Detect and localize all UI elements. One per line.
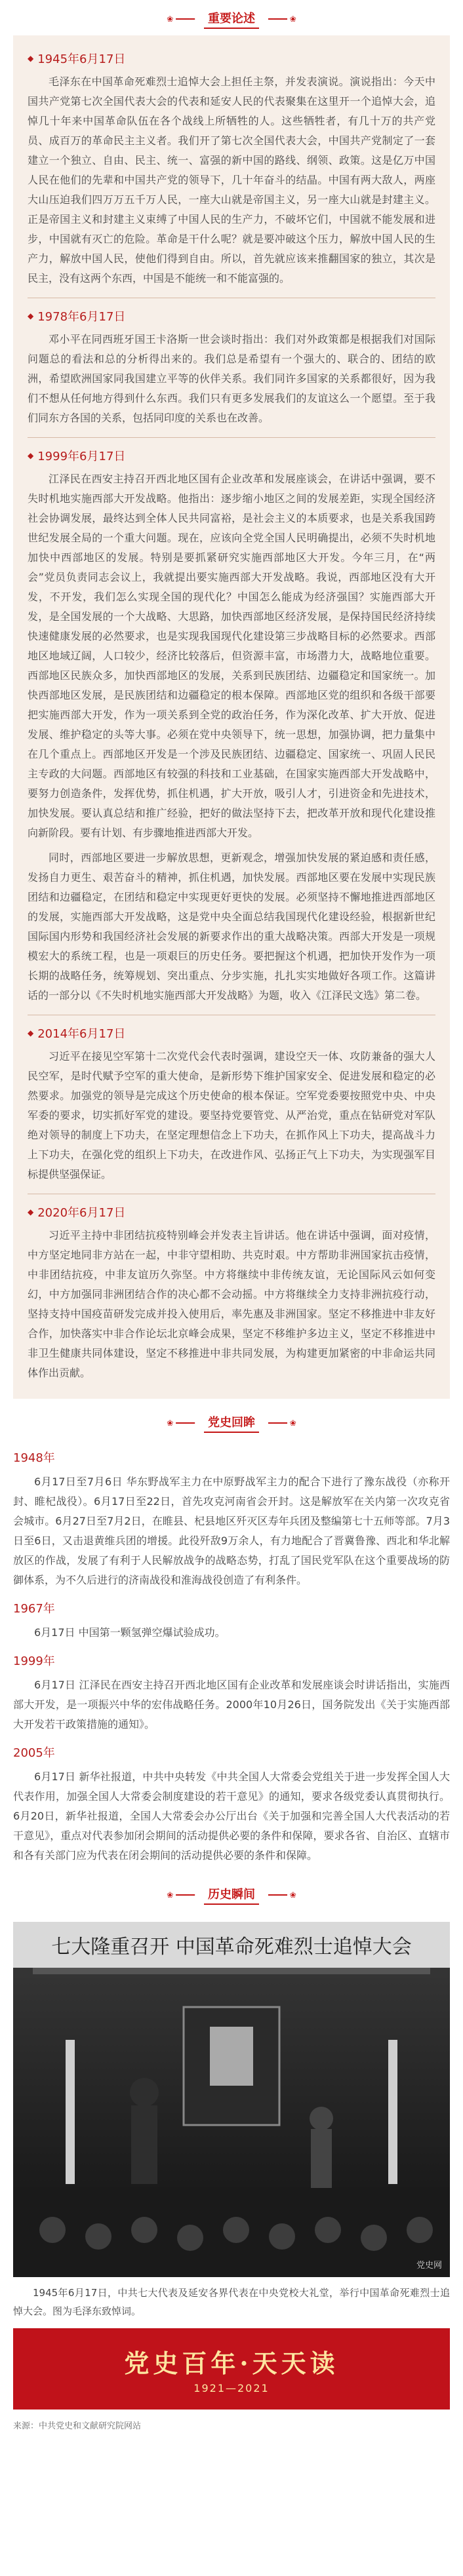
source-note: 来源：中共党史和文献研究院网站 [13,2421,142,2431]
section-header-history-review [0,1399,463,1439]
decor-right-icon: ━━━━ ❀ [268,1890,296,1900]
diamond-icon: ◆ [28,311,34,321]
decor-right-icon: ━━━━ ❀ [268,14,296,24]
decor-left-icon: ❀ ━━━━ [167,1890,195,1900]
work-paragraph: 邓小平在同西班牙国王卡洛斯一世会谈时指出：我们对外政策都是根据我们对国际问题总的看法和总的分析得出来的。我们总是希望有一个强大的、联合的、团结的欧洲，希望欧洲国家同我国建立平等的伙伴关系。我们同许多国家的关系都很好，因为我们不想从任何地方得到什么东西。我们只有更多发展我们的友谊这么一个愿望。至于我们同东方各国的关系，包括同印度的关系也在改善。 [28,333,435,424]
work-date: 2020年6月17日 [37,1206,126,1220]
work-paragraph: 同时，西部地区要进一步解放思想，更新观念，增强加快发展的紧迫感和责任感，发扬自力更生、艰苦奋斗的精神，抓住机遇，加快发展。西部地区要在发展中实现民族团结和边疆稳定，在团结和稳定中实现更好更快的发展。必须坚持不懈地推进西部地区的发展，实施西部大开发战略，这是党中央全面总结我国现代化建设经验，根据新世纪国际国内形势和我国经济社会发展的新要求作出的重大战略决策。西部大开发是一项规模宏大的系统工程，也是一项艰巨的历史任务。要把握这个机遇，把加快开发作为一项长期的战略任务，统筹规划、突出重点、分步实施，扎扎实实地做好各项工作。这篇讲话的一部分以《不失时机地实施西部大开发战略》为题，收入《江泽民文选》第二卷。 [28,851,435,1002]
work-paragraph: 习近平在接见空军第十二次党代会代表时强调，建设空天一体、攻防兼备的强大人民空军，是时代赋予空军的重大使命，是新形势下维护国家安全、促进发展和稳定的必然要求。加强党的领导是完成这个历史使命的根本保证。空军党委要按照党中央、中央军委的要求，切实抓好军党的建设。要坚持党要管党、从严治党，重点在钻研党对军队绝对领导的制度上下功夫，在坚定理想信念上下功夫，在抓作风上下功夫，提高战斗力上下功夫，在强化党的组织上下功夫，在改进作风、弘扬正气上下功夫，为实现强军目标提供坚强保证。 [28,1050,435,1181]
work-paragraph: 习近平主持中非团结抗疫特别峰会并发表主旨讲话。他在讲话中强调，面对疫情，中方坚定地同非方站在一起，中非守望相助、共克时艰。中方帮助非洲国家抗击疫情，中非团结抗疫，中非友谊历久弥坚。中方将继续中非传统友谊，无论国际风云如何变幻，中方加强同非洲团结合作的决心都不会动摇。中方将继续全力支持非洲抗疫行动，坚持支持中国疫苗研发完成并投入使用后，率先惠及非洲国家。坚定不移推进中非友好合作，加快落实中非合作论坛北京峰会成果，坚定不移维护多边主义，坚定不移推进中非卫生健康共同体建设，坚定不移推进中非共同发展，为构建更加紧密的中非命运共同体作出贡献。 [28,1229,435,1379]
works-panel [13,35,450,1399]
photo-illustration [13,1922,450,2277]
diamond-icon: ◆ [28,54,34,63]
work-date: 1978年6月17日 [37,310,126,324]
event-text: 6月17日 新华社报道，中共中央转发《中共全国人大常委会党组关于进一步发挥全国人大代表作用，加强全国人大常委会制度建设的若干意见》的通知，要求各级党委认真贯彻执行。6月20日，新华社报道，全国人大常委会办公厅出台《关于加强和完善全国人大代表活动的若干意见》，重点对代表参加闭会期间的活动提供必要的条件和保障，要求各省、自治区、直辖市和各有关部门应为代表在闭会期间的活动提供必要的条件和保障。 [13,1770,450,1862]
event-year: 1948年 [13,1451,55,1465]
section-title: 历史瞬间 [204,1885,259,1905]
diamond-icon: ◆ [28,1028,34,1038]
decor-left-icon: ❀ ━━━━ [167,1418,195,1428]
work-date-header [28,447,435,464]
decor-right-icon: ━━━━ ❀ [268,1418,296,1428]
work-date: 1999年6月17日 [37,450,126,463]
work-date: 2014年6月17日 [37,1027,126,1041]
event-year: 2005年 [13,1746,55,1760]
work-date-header [28,1203,435,1220]
historical-photo [13,1922,450,2277]
section-header-history-moment [0,1871,463,1911]
footer-banner-years: 1921—2021 [193,2382,270,2394]
diamond-icon: ◆ [28,1207,34,1217]
event-year: 1967年 [13,1602,55,1616]
photo-banner-text: 七大隆重召开 中国革命死难烈士追悼大会 [51,1936,412,1959]
work-date-header [28,1025,435,1042]
work-paragraph: 江泽民在西安主持召开西北地区国有企业改革和发展座谈会，在讲话中强调，要不失时机地实施西部大开发战略。他指出：逐步缩小地区之间的发展差距，实现全国经济社会协调发展，最终达到全体人民共同富裕，是社会主义的本质要求，也是关系我国跨世纪发展全局的一个重大问题。现在，应该向全党全国人民明确提出，必须不失时机地加快中西部地区的发展。特别是要抓紧研究实施西部地区大开发。今年三月，在“两会”党员负责同志会议上，我就提出要实施西部大开发战略。我说，西部地区没有大开发，不开发，我们怎么实现全国的现代化？中国怎么能成为经济强国？实施西部大开发，是全国发展的一个大战略、大思路，加快西部地区经济发展，是保持国民经济持续快速健康发展的必然要求，也是实现我国现代化建设第三步战略目标的必然要求。西部地区地域辽阔，人口较少，经济比较落后，但资源丰富，市场潜力大，战略地位重要。西部地区民族众多，加快西部地区的发展，关系到民族团结、边疆稳定和国家统一。加快西部地区发展，是民族团结和边疆稳定的根本保障。西部地区党的组织和各级干部要把实施西部大开发，作为一项关系到全党的政治任务，作为深化改革、扩大开放、促进发展、维护稳定的头等大事。必须在党中央领导下，统一思想，加强协调，把力量集中在几个重点上。西部地区开发是一个涉及民族团结、边疆稳定、国家统一、巩固人民民主专政的大问题。西部地区有较强的科技和工业基础，在国家实施西部大开发战略中，要努力创造条件，发挥优势，抓住机遇，扩大开放，吸引人才，引进资金和先进技术，加快发展。要认真总结和推广经验，把好的做法坚持下去，把改革开放和现代化建设推向新阶段。要有计划、有步骤地推进西部大开发。 [28,473,435,839]
footer-banner [13,2328,450,2410]
work-date-header [28,50,435,67]
events-panel [13,1449,450,1865]
work-date-header [28,307,435,324]
section-title: 党史回眸 [204,1413,259,1433]
event-year: 1999年 [13,1654,55,1668]
section-title: 重要论述 [204,9,259,29]
work-paragraph: 毛泽东在中国革命死难烈士追悼大会上担任主祭，并发表演说。演说指出：今天中国共产党第七次全国代表大会的代表和延安人民的代表聚集在这里开一个追悼大会，追悼几十年来中国革命队伍在各个战线上所牺牲的人。这些牺牲者，有几十万的共产党员、成百万的革命民主主义者。我们开了第七次全国代表大会，中国共产党制定了一套建立一个独立、自由、民主、统一、富强的新中国的路线、纲领、政策。这是亿万中国人民在他们的先辈和中国共产党的领导下，几十年奋斗的结晶。中国有两大敌人，两座大山压迫我们四万万五千万人民，一座大山就是帝国主义，另一座大山就是封建主义。正是帝国主义和封建主义束缚了中国人民的生产力，不破坏它们，中国就不能发展和进步，中国就有灭亡的危险。革命是干什么呢？就是要冲破这个压力，解放中国人民的生产力，解放中国人民，使他们得到自由。所以，首先就应该来推翻国家的独立，其次是民主，没有这两个东西，中国是不能统一和不能富强的。 [28,75,435,284]
event-text: 6月17日 中国第一颗氢弹空爆试验成功。 [34,1626,226,1639]
watermark: 党史网 [416,2261,442,2271]
footer-banner-title: 党史百年·天天读 [124,2349,339,2378]
work-date: 1945年6月17日 [37,52,126,66]
decor-left-icon: ❀ ━━━━ [167,14,195,24]
event-text: 6月17日至7月6日 华东野战军主力在中原野战军主力的配合下进行了豫东战役（亦称开封、睢杞战役）。6月17日至22日，首先攻克河南省会开封。这是解放军在关内第一次攻克省会城市。6月27日至7月2日，在睢县、杞县地区歼灭区寿年兵团及整编第七十五师等部。7月3日至6日，又击退黄维兵团的增援。此役歼敌9万余人，有力地配合了晋冀鲁豫、西北和华北解放区的作战，发展了有利于人民解放战争的战略态势，打乱了国民党军队在这个重要战场的防御体系，为不久后进行的济南战役和淮海战役创造了有利条件。 [13,1475,450,1586]
date-divider [28,437,435,438]
photo-caption: 1945年6月17日，中共七大代表及延安各界代表在中央党校大礼堂，举行中国革命死难烈士追悼大会。图为毛泽东致悼词。 [13,2287,450,2317]
section-header-important-works [0,0,463,35]
event-text: 6月17日 江泽民在西安主持召开西北地区国有企业改革和发展座谈会时讲话指出，实施西部大开发，是一项振兴中华的宏伟战略任务。2000年10月26日，国务院发出《关于实施西部大开发若干政策措施的通知》。 [13,1679,450,1730]
diamond-icon: ◆ [28,451,34,460]
